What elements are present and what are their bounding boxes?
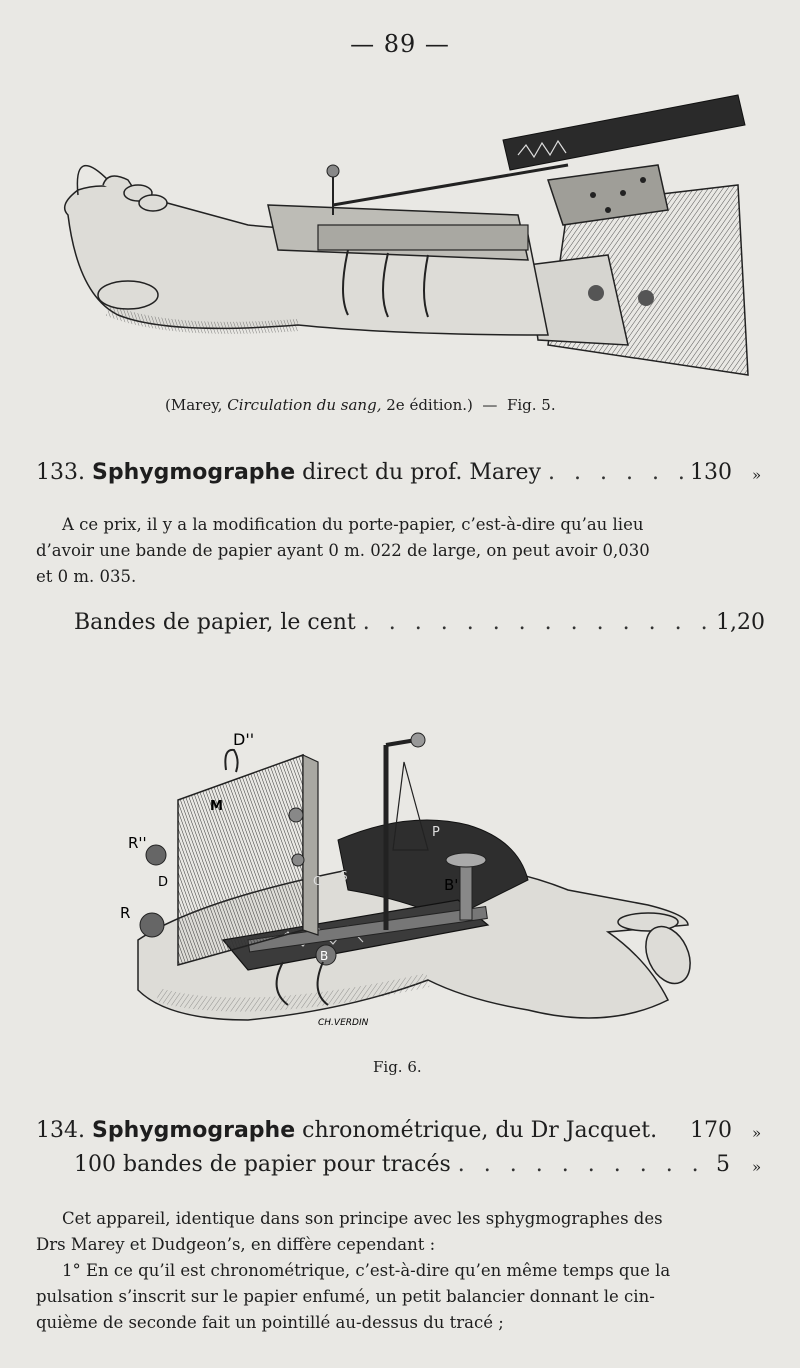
- sub-label: 100 bandes de papier pour tracés: [74, 1152, 451, 1177]
- item-133-mark: »: [752, 466, 762, 484]
- item-133-text: [36, 512, 764, 590]
- dot-leader: . . . . . .: [548, 460, 691, 485]
- engraver-signature: CH.VERDIN: [318, 1018, 369, 1028]
- label-d: D: [158, 875, 169, 890]
- figure-6-caption: Fig. 6.: [373, 1058, 422, 1076]
- caption-edition: 2e édition.): [386, 396, 473, 414]
- text-line: Cet appareil, identique dans son principe avec les sphygmographes des: [62, 1209, 663, 1228]
- figure-6-illustration: [48, 700, 752, 1040]
- label-r-double-prime: R'': [128, 834, 147, 852]
- dot-leader: . . . . . . . . . . . . . .: [362, 610, 714, 635]
- item-134-text: [36, 1206, 764, 1336]
- item-134-price: 170: [690, 1118, 732, 1143]
- item-134-sub-mark: »: [752, 1158, 762, 1176]
- label-s: S: [340, 869, 348, 883]
- caption-title: Circulation du sang,: [227, 396, 382, 414]
- item-134-heading: [36, 1118, 657, 1143]
- text-line: 1° En ce qu’il est chronométrique, c’est-à-dire qu’en même temps que la: [62, 1261, 671, 1280]
- text-line: A ce prix, il y a la modification du porte-papier, c’est-à-dire qu’au lieu: [62, 515, 644, 534]
- paper-strips-label: Bandes de papier, le cent: [74, 610, 356, 635]
- label-p: P: [432, 825, 440, 840]
- dot-leader: . . . . . . . . . .: [457, 1152, 705, 1177]
- item-133-heading: [36, 460, 691, 485]
- paper-strips-price: 1,20: [716, 610, 765, 635]
- item-number: 133.: [36, 460, 85, 485]
- caption-dash: —: [482, 396, 498, 414]
- figure-5-illustration: [48, 85, 752, 385]
- item-134-sub-price: 5: [716, 1152, 730, 1177]
- page-number: — 89 —: [350, 30, 450, 58]
- label-d-double-prime: D'': [233, 730, 255, 749]
- label-b: B: [320, 949, 329, 963]
- item-133-price: 130: [690, 460, 732, 485]
- text-line: d’avoir une bande de papier ayant 0 m. 022 de large, on peut avoir 0,030: [36, 541, 650, 560]
- label-m: M: [210, 799, 223, 814]
- item-number: 134.: [36, 1118, 85, 1143]
- text-line: pulsation s’inscrit sur le papier enfumé, un petit balancier donnant le cin-: [36, 1287, 655, 1306]
- text-line: et 0 m. 035.: [36, 567, 137, 586]
- label-r: R: [120, 904, 131, 922]
- text-line: Drs Marey et Dudgeon’s, en diffère cependant :: [36, 1235, 436, 1254]
- figure-5-caption: [165, 396, 556, 414]
- item-134-mark: »: [752, 1124, 762, 1142]
- label-c: C: [313, 874, 322, 888]
- caption-fig: Fig. 5.: [506, 396, 556, 414]
- item-name: Sphygmographe: [91, 1118, 296, 1143]
- item-134-sub-line: [74, 1152, 705, 1177]
- text-line: quième de seconde fait un pointillé au-dessus du tracé ;: [36, 1313, 504, 1332]
- label-b-prime: B': [444, 876, 459, 894]
- item-description: chronométrique, du Dr Jacquet.: [302, 1118, 658, 1143]
- item-description: direct du prof. Marey: [302, 460, 541, 485]
- item-name: Sphygmographe: [91, 460, 296, 485]
- paper-strips-line: [74, 610, 714, 635]
- caption-prefix: (Marey,: [165, 396, 223, 414]
